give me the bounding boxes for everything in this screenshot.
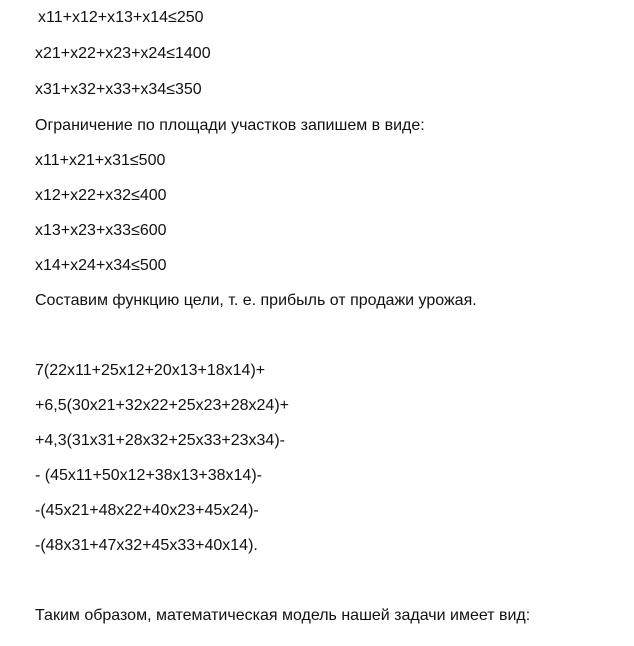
- area-constraint-1: x11+x21+x31≤500: [35, 152, 166, 169]
- area-constraint-intro: Ограничение по площади участков запишем в виде:: [35, 117, 425, 134]
- objective-line-3: +4,3(31x31+28x32+25x33+23x34)-: [35, 432, 285, 449]
- objective-line-2: +6,5(30x21+32x22+25x23+28x24)+: [35, 397, 289, 414]
- area-constraint-3: x13+x23+x33≤600: [35, 222, 167, 239]
- constraint-line-1: x11+x12+x13+x14≤250: [38, 9, 204, 26]
- constraint-line-2: x21+x22+x23+x24≤1400: [35, 45, 211, 62]
- objective-line-5: -(45x21+48x22+40x23+45x24)-: [35, 502, 259, 519]
- objective-line-4: - (45x11+50x12+38x13+38x14)-: [35, 467, 262, 484]
- area-constraint-4: x14+x24+x34≤500: [35, 257, 167, 274]
- area-constraint-2: x12+x22+x32≤400: [35, 187, 167, 204]
- model-conclusion: Таким образом, математическая модель нашей задачи имеет вид:: [35, 607, 531, 624]
- objective-intro: Составим функцию цели, т. е. прибыль от продажи урожая.: [35, 292, 477, 309]
- constraint-line-3: x31+x32+x33+x34≤350: [35, 81, 202, 98]
- objective-line-6: -(48x31+47x32+45x33+40x14).: [35, 537, 258, 554]
- objective-line-1: 7(22x11+25x12+20x13+18x14)+: [35, 362, 266, 379]
